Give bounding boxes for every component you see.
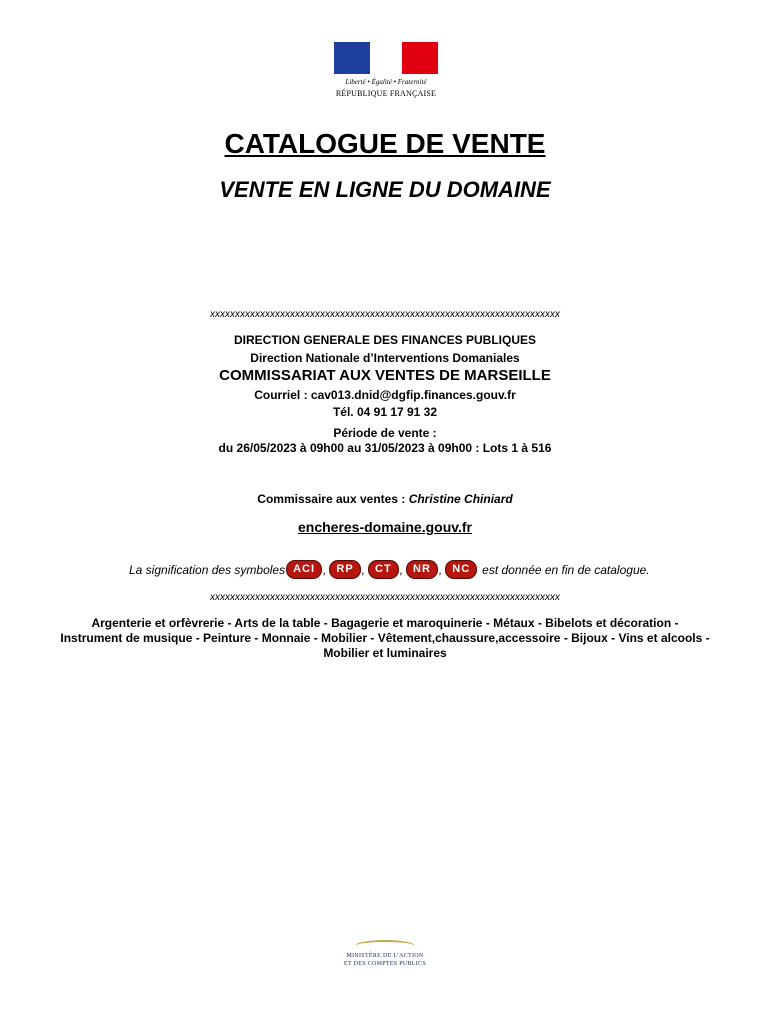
org-direction-nationale: Direction Nationale d’Interventions Domaniales (250, 351, 520, 365)
ministry-arc-icon (355, 940, 415, 952)
symbols-outro-text: est donnée en fin de catalogue. (482, 562, 650, 577)
phone-text: Tél. 04 91 17 91 32 (332, 405, 438, 419)
categories-list: Argenterie et orfèvrerie - Arts de la table - Bagagerie et maroquinerie - Métaux - Bibelots et décoration - Instrument de musique - Peinture - Monnaie - Mobilier - Vêtement,chaussure,accessoire - Bijoux - Vins et alcools - Mobilier et luminaires (60, 616, 710, 660)
badge-nc-icon: NC (445, 560, 477, 579)
commissaire-label: Commissaire aux ventes : (257, 492, 409, 506)
org-direction-generale: DIRECTION GENERALE DES FINANCES PUBLIQUES (233, 333, 537, 347)
sale-period-label: Période de vente : (333, 426, 437, 440)
symbols-intro-text: La signification des symboles (129, 562, 286, 577)
motto: Liberté • Égalité • Fraternité (345, 78, 427, 86)
marianne-flag-icon (334, 42, 438, 74)
symbols-legend: La signification des symboles ACI , RP , CT , NR , NC est donnée en fin de catalogue. (129, 560, 650, 579)
separator-line: xxxxxxxxxxxxxxxxxxxxxxxxxxxxxxxxxxxxxxxxxxxxxxxxxxxxxxxxxxxxxxxxxxxxxx (210, 309, 560, 320)
ministry-line-1: MINISTÈRE DE L’ACTION (346, 953, 424, 959)
commissaire-line (0, 492, 770, 506)
sale-period-dates: du 26/05/2023 à 09h00 au 31/05/2023 à 09h00 : Lots 1 à 516 (218, 441, 552, 455)
badge-aci-icon: ACI (286, 560, 322, 579)
org-commissariat: COMMISSARIAT AUX VENTES DE MARSEILLE (219, 367, 551, 384)
republique-francaise-logo (332, 42, 440, 98)
email-text: Courriel : cav013.dnid@dgfip.finances.gouv.fr (254, 388, 516, 402)
badge-ct-icon: CT (368, 560, 399, 579)
republic-label: RÉPUBLIQUE FRANÇAISE (335, 89, 437, 98)
separator-line: xxxxxxxxxxxxxxxxxxxxxxxxxxxxxxxxxxxxxxxxxxxxxxxxxxxxxxxxxxxxxxxxxxxxxx (210, 592, 560, 603)
website-link[interactable]: encheres-domaine.gouv.fr (297, 519, 472, 535)
ministry-line-2: ET DES COMPTES PUBLICS (343, 961, 426, 967)
page-title: CATALOGUE DE VENTE (224, 128, 546, 159)
commissaire-name: Christine Chiniard (408, 492, 513, 506)
ministry-logo (330, 940, 440, 968)
page-subtitle: VENTE EN LIGNE DU DOMAINE (219, 177, 551, 202)
badge-nr-icon: NR (406, 560, 438, 579)
badge-rp-icon: RP (329, 560, 360, 579)
